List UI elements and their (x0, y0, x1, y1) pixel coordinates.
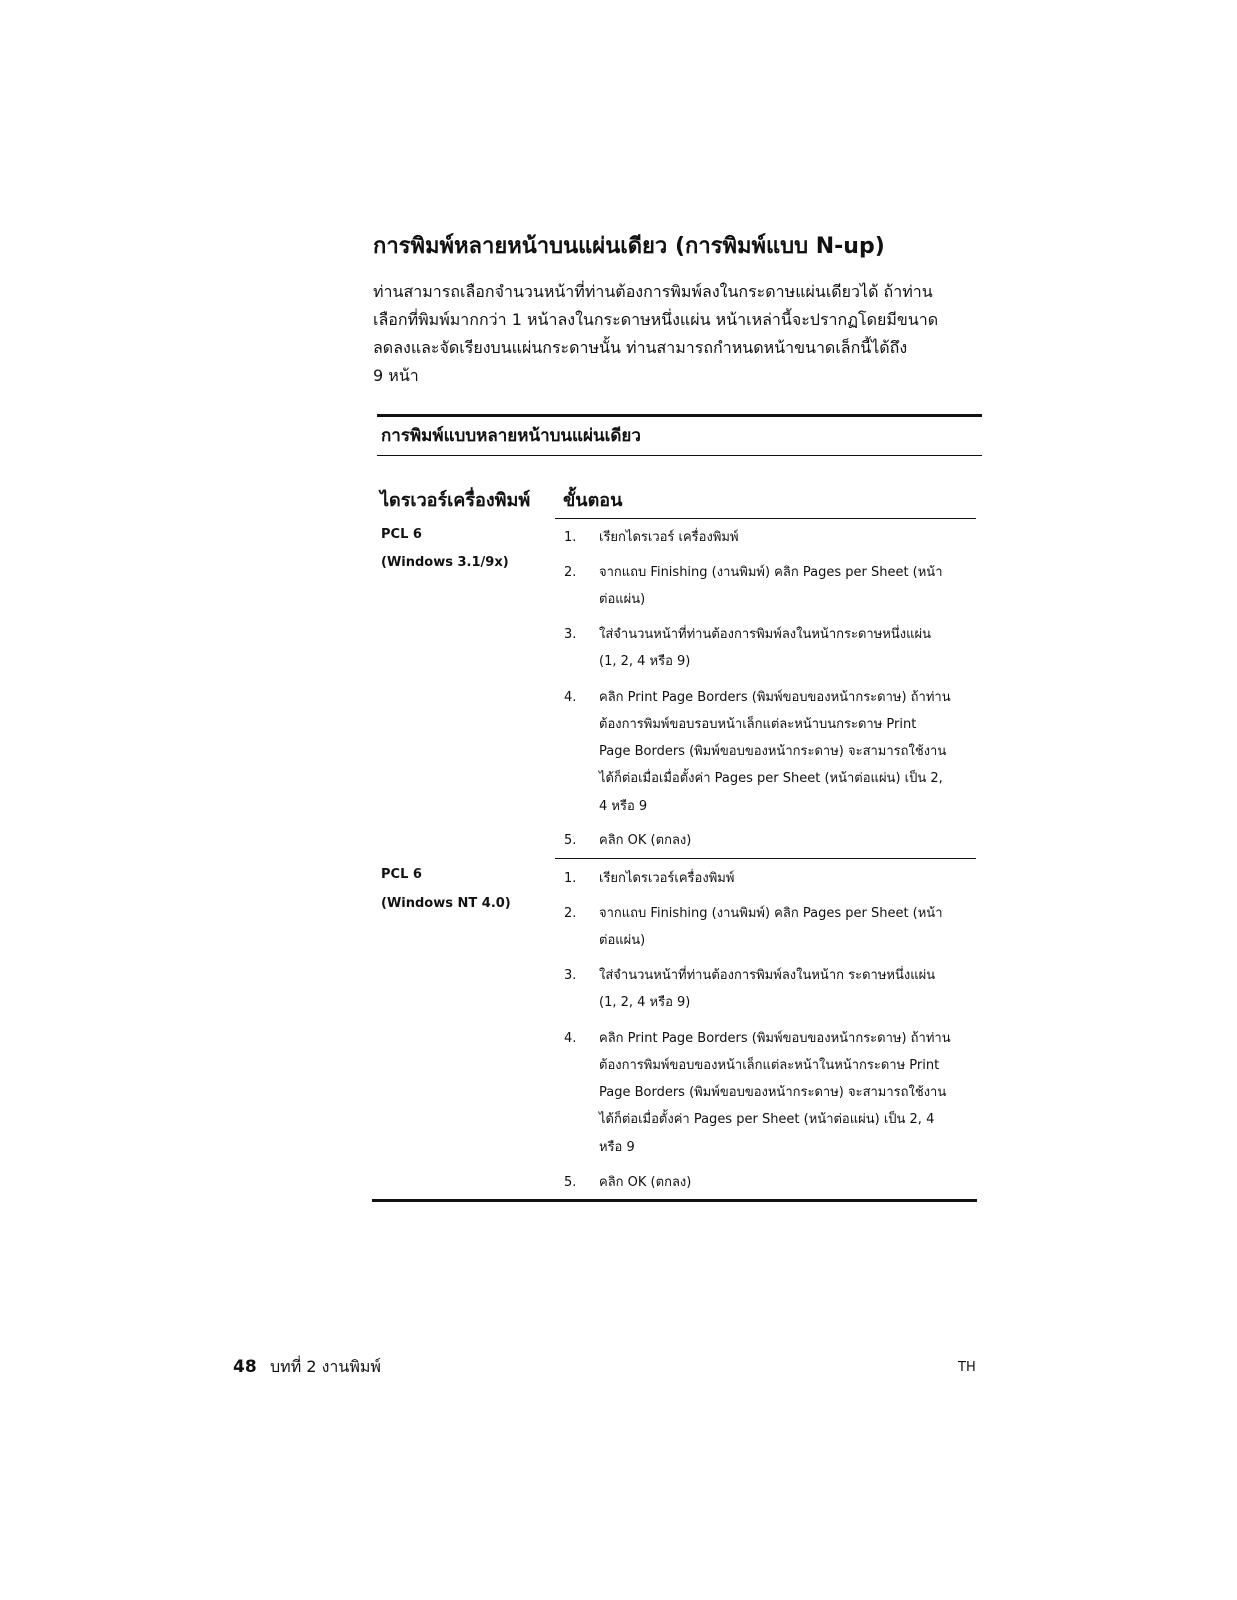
step-text: ต้องการพิมพ์ขอบรอบหน้าเล็กแต่ละหน้าบนกระดาษ Print (599, 717, 917, 732)
step-text: (1, 2, 4 หรือ 9) (599, 654, 691, 669)
step-text: ใส่จำนวนหน้าที่ท่านต้องการพิมพ์ลงในหน้ากระดาษหนึ่งแผ่น (599, 627, 931, 642)
step-text: ต่อแผ่น) (599, 592, 646, 607)
step-number: 4. (564, 1031, 577, 1046)
chapter-title: บทที่ 2 งานพิมพ์ (270, 1357, 381, 1376)
step-text: เรียกไดรเวอร์เครื่องพิมพ์ (599, 871, 735, 886)
step-text: Page Borders (พิมพ์ขอบของหน้ากระดาษ) จะสามารถใช้งาน (599, 1085, 947, 1100)
language-code: TH (958, 1360, 976, 1375)
step-number: 3. (564, 968, 577, 983)
driver-os: (Windows 3.1/9x) (381, 555, 509, 570)
column-header-driver: ไดรเวอร์เครื่องพิมพ์ (380, 490, 531, 511)
step-text: จากแถบ Finishing (งานพิมพ์) คลิก Pages per Sheet (หน้า (599, 565, 943, 580)
intro-line: เลือกที่พิมพ์มากกว่า 1 หน้าลงในกระดาษหนึ่งแผ่น หน้าเหล่านี้จะปรากฏโดยมีขนาด (373, 310, 939, 329)
step-number: 2. (564, 906, 577, 921)
step-text: จากแถบ Finishing (งานพิมพ์) คลิก Pages per Sheet (หน้า (599, 906, 943, 921)
intro-line: ลดลงและจัดเรียงบนแผ่นกระดาษนั้น ท่านสามารถกำหนดหน้าขนาดเล็กนี้ได้ถึง (373, 338, 908, 357)
intro-line: ท่านสามารถเลือกจำนวนหน้าที่ท่านต้องการพิมพ์ลงในกระดาษแผ่นเดียวได้ ถ้าท่าน (373, 282, 933, 301)
table-caption: การพิมพ์แบบหลายหน้าบนแผ่นเดียว (381, 426, 641, 446)
step-text: ต่อแผ่น) (599, 933, 646, 948)
driver-name: PCL 6 (381, 527, 422, 542)
intro-paragraph (373, 278, 983, 390)
step-number: 5. (564, 1175, 577, 1190)
header-rule (555, 518, 976, 519)
step-number: 1. (564, 871, 577, 886)
table-bottom-rule (372, 1199, 977, 1202)
step-number: 2. (564, 565, 577, 580)
row-divider (555, 858, 976, 859)
step-text: ใส่จำนวนหน้าที่ท่านต้องการพิมพ์ลงในหน้าก ระดาษหนึ่งแผ่น (599, 968, 936, 983)
step-number: 1. (564, 530, 577, 545)
step-text: คลิก OK (ตกลง) (599, 833, 692, 848)
step-text: คลิก Print Page Borders (พิมพ์ขอบของหน้ากระดาษ) ถ้าท่าน (599, 690, 951, 705)
driver-os: (Windows NT 4.0) (381, 896, 511, 911)
step-number: 3. (564, 627, 577, 642)
intro-line: 9 หน้า (373, 366, 419, 385)
step-text: คลิก OK (ตกลง) (599, 1175, 692, 1190)
step-text: เรียกไดรเวอร์ เครื่องพิมพ์ (599, 530, 739, 545)
step-text: ได้ก็ต่อเมื่อตั้งค่า Pages per Sheet (หน้าต่อแผ่น) เป็น 2, 4 (599, 1112, 935, 1127)
page-title: การพิมพ์หลายหน้าบนแผ่นเดียว (การพิมพ์แบบ N-up) (373, 234, 885, 259)
step-text: Page Borders (พิมพ์ขอบของหน้ากระดาษ) จะสามารถใช้งาน (599, 744, 947, 759)
page-number: 48 (233, 1357, 257, 1377)
column-header-steps: ขั้นตอน (563, 490, 623, 511)
caption-rule (377, 455, 982, 456)
step-text: คลิก Print Page Borders (พิมพ์ขอบของหน้ากระดาษ) ถ้าท่าน (599, 1031, 951, 1046)
step-text: ต้องการพิมพ์ขอบของหน้าเล็กแต่ละหน้าในหน้ากระดาษ Print (599, 1058, 940, 1073)
step-text: หรือ 9 (599, 1140, 635, 1155)
table-top-rule (377, 414, 982, 417)
driver-name: PCL 6 (381, 867, 422, 882)
step-number: 4. (564, 690, 577, 705)
step-text: 4 หรือ 9 (599, 799, 648, 814)
step-number: 5. (564, 833, 577, 848)
step-text: (1, 2, 4 หรือ 9) (599, 995, 691, 1010)
step-text: ได้ก็ต่อเมื่อเมื่อตั้งค่า Pages per Sheet (หน้าต่อแผ่น) เป็น 2, (599, 771, 943, 786)
